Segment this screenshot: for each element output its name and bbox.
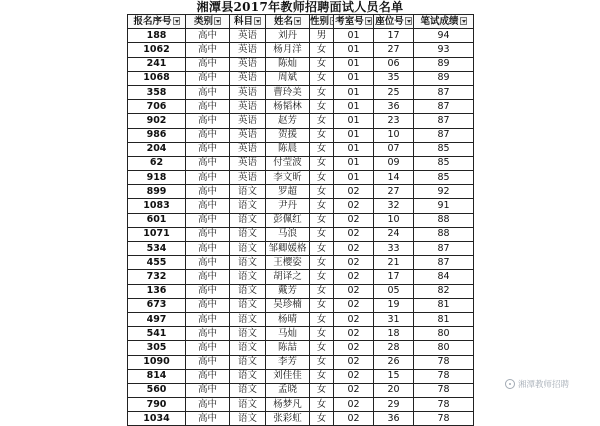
cell-name: 贺援 — [266, 128, 310, 142]
column-header-room-no[interactable] — [334, 15, 374, 29]
cell-serial-no: 673 — [128, 298, 186, 312]
filter-dropdown-icon[interactable] — [405, 17, 412, 25]
column-header-gender[interactable] — [310, 15, 334, 29]
cell-serial-no: 62 — [128, 156, 186, 170]
cell-seat-no: 32 — [374, 199, 414, 213]
cell-category: 高中 — [186, 57, 230, 71]
cell-gender: 女 — [310, 43, 334, 57]
cell-subject: 语文 — [230, 355, 266, 369]
cell-category: 高中 — [186, 114, 230, 128]
cell-serial-no: 560 — [128, 383, 186, 397]
cell-category: 高中 — [186, 298, 230, 312]
cell-room-no: 02 — [334, 256, 374, 270]
cell-name: 彭佩红 — [266, 213, 310, 227]
cell-seat-no: 21 — [374, 256, 414, 270]
cell-written-score: 78 — [414, 355, 474, 369]
cell-gender: 女 — [310, 242, 334, 256]
cell-written-score: 85 — [414, 142, 474, 156]
cell-gender: 女 — [310, 284, 334, 298]
cell-serial-no: 1062 — [128, 43, 186, 57]
cell-room-no: 01 — [334, 85, 374, 99]
cell-serial-no: 986 — [128, 128, 186, 142]
cell-seat-no: 27 — [374, 185, 414, 199]
cell-category: 高中 — [186, 85, 230, 99]
filter-dropdown-icon[interactable] — [460, 17, 467, 25]
table-row[interactable] — [128, 185, 474, 199]
cell-serial-no: 136 — [128, 284, 186, 298]
cell-room-no: 02 — [334, 199, 374, 213]
cell-name: 王樱姿 — [266, 256, 310, 270]
sheet-title: 湘潭县2017年教师招聘面试人员名单 — [196, 0, 404, 14]
cell-seat-no: 28 — [374, 341, 414, 355]
cell-gender: 女 — [310, 412, 334, 426]
cell-seat-no: 26 — [374, 355, 414, 369]
cell-serial-no: 814 — [128, 369, 186, 383]
cell-seat-no: 10 — [374, 128, 414, 142]
cell-subject: 语文 — [230, 227, 266, 241]
table-row[interactable] — [128, 298, 474, 312]
table-row[interactable] — [128, 312, 474, 326]
cell-gender: 女 — [310, 369, 334, 383]
column-header-label: 姓名 — [273, 15, 293, 27]
cell-serial-no: 601 — [128, 213, 186, 227]
cell-gender: 女 — [310, 312, 334, 326]
cell-gender: 女 — [310, 270, 334, 284]
cell-written-score: 89 — [414, 57, 474, 71]
cell-subject: 语文 — [230, 298, 266, 312]
cell-seat-no: 05 — [374, 284, 414, 298]
cell-category: 高中 — [186, 242, 230, 256]
cell-gender: 女 — [310, 100, 334, 114]
cell-category: 高中 — [186, 383, 230, 397]
cell-room-no: 02 — [334, 213, 374, 227]
cell-name: 邹卿媛格 — [266, 242, 310, 256]
cell-gender: 女 — [310, 298, 334, 312]
spreadsheet-sheet — [127, 0, 473, 424]
cell-serial-no: 1071 — [128, 227, 186, 241]
column-header-seat-no[interactable] — [374, 15, 414, 29]
cell-seat-no: 07 — [374, 142, 414, 156]
cell-category: 高中 — [186, 270, 230, 284]
table-row[interactable] — [128, 369, 474, 383]
cell-name: 罗超 — [266, 185, 310, 199]
cell-serial-no: 732 — [128, 270, 186, 284]
cell-room-no: 02 — [334, 383, 374, 397]
cell-seat-no: 36 — [374, 100, 414, 114]
cell-room-no: 01 — [334, 100, 374, 114]
cell-subject: 英语 — [230, 43, 266, 57]
cell-subject: 英语 — [230, 85, 266, 99]
cell-seat-no: 24 — [374, 227, 414, 241]
filter-dropdown-icon[interactable] — [294, 17, 301, 25]
cell-gender: 女 — [310, 398, 334, 412]
cell-serial-no: 305 — [128, 341, 186, 355]
cell-written-score: 87 — [414, 114, 474, 128]
cell-written-score: 82 — [414, 284, 474, 298]
cell-name: 尹丹 — [266, 199, 310, 213]
cell-room-no: 01 — [334, 171, 374, 185]
column-header-label: 报名序号 — [133, 15, 172, 27]
cell-category: 高中 — [186, 185, 230, 199]
cell-gender: 女 — [310, 327, 334, 341]
cell-subject: 语文 — [230, 256, 266, 270]
cell-serial-no: 1090 — [128, 355, 186, 369]
cell-category: 高中 — [186, 199, 230, 213]
cell-subject: 语文 — [230, 398, 266, 412]
cell-subject: 语文 — [230, 383, 266, 397]
cell-category: 高中 — [186, 312, 230, 326]
table-row[interactable] — [128, 71, 474, 85]
cell-room-no: 01 — [334, 156, 374, 170]
table-row[interactable] — [128, 242, 474, 256]
column-header-label: 类别 — [193, 15, 213, 27]
cell-name: 杨晴 — [266, 312, 310, 326]
table-row[interactable] — [128, 270, 474, 284]
filter-dropdown-icon[interactable] — [214, 17, 221, 25]
cell-written-score: 81 — [414, 312, 474, 326]
cell-serial-no: 534 — [128, 242, 186, 256]
cell-written-score: 78 — [414, 398, 474, 412]
cell-gender: 女 — [310, 355, 334, 369]
cell-subject: 语文 — [230, 369, 266, 383]
cell-serial-no: 899 — [128, 185, 186, 199]
cell-written-score: 84 — [414, 270, 474, 284]
cell-gender: 女 — [310, 383, 334, 397]
cell-written-score: 78 — [414, 383, 474, 397]
cell-seat-no: 23 — [374, 114, 414, 128]
cell-written-score: 78 — [414, 412, 474, 426]
cell-subject: 语文 — [230, 327, 266, 341]
cell-serial-no: 706 — [128, 100, 186, 114]
cell-written-score: 88 — [414, 227, 474, 241]
cell-gender: 女 — [310, 213, 334, 227]
cell-category: 高中 — [186, 171, 230, 185]
cell-seat-no: 31 — [374, 312, 414, 326]
cell-gender: 男 — [310, 29, 334, 43]
cell-room-no: 01 — [334, 71, 374, 85]
column-header-label: 笔试成绩 — [420, 15, 459, 27]
cell-name: 付莹波 — [266, 156, 310, 170]
cell-subject: 英语 — [230, 156, 266, 170]
cell-seat-no: 17 — [374, 270, 414, 284]
cell-written-score: 94 — [414, 29, 474, 43]
cell-room-no: 01 — [334, 29, 374, 43]
cell-name: 刘丹 — [266, 29, 310, 43]
table-row[interactable] — [128, 355, 474, 369]
cell-subject: 语文 — [230, 213, 266, 227]
table-row[interactable] — [128, 114, 474, 128]
cell-seat-no: 17 — [374, 29, 414, 43]
cell-name: 马灿 — [266, 327, 310, 341]
cell-subject: 语文 — [230, 270, 266, 284]
cell-name: 刘佳佳 — [266, 369, 310, 383]
cell-name: 陈喆 — [266, 341, 310, 355]
cell-name: 胡译之 — [266, 270, 310, 284]
table-row[interactable] — [128, 412, 474, 426]
cell-category: 高中 — [186, 327, 230, 341]
cell-seat-no: 33 — [374, 242, 414, 256]
cell-subject: 语文 — [230, 242, 266, 256]
cell-gender: 女 — [310, 341, 334, 355]
filter-dropdown-icon[interactable] — [254, 17, 261, 25]
cell-room-no: 02 — [334, 355, 374, 369]
cell-written-score: 87 — [414, 242, 474, 256]
cell-name: 曹玲美 — [266, 85, 310, 99]
cell-category: 高中 — [186, 156, 230, 170]
cell-written-score: 78 — [414, 369, 474, 383]
cell-category: 高中 — [186, 341, 230, 355]
table-row[interactable] — [128, 383, 474, 397]
cell-seat-no: 36 — [374, 412, 414, 426]
cell-gender: 女 — [310, 227, 334, 241]
cell-category: 高中 — [186, 213, 230, 227]
cell-written-score: 91 — [414, 199, 474, 213]
column-header-label: 考室号 — [335, 15, 364, 27]
column-header-subject[interactable] — [230, 15, 266, 29]
header-row — [128, 15, 474, 29]
table-row[interactable] — [128, 43, 474, 57]
cell-gender: 女 — [310, 85, 334, 99]
table-row[interactable] — [128, 100, 474, 114]
cell-gender: 女 — [310, 142, 334, 156]
table-row[interactable] — [128, 256, 474, 270]
cell-name: 杨韬林 — [266, 100, 310, 114]
table-row[interactable] — [128, 57, 474, 71]
cell-seat-no: 15 — [374, 369, 414, 383]
cell-subject: 语文 — [230, 284, 266, 298]
cell-serial-no: 497 — [128, 312, 186, 326]
cell-gender: 女 — [310, 57, 334, 71]
table-row[interactable] — [128, 199, 474, 213]
cell-serial-no: 204 — [128, 142, 186, 156]
cell-room-no: 01 — [334, 114, 374, 128]
cell-seat-no: 27 — [374, 43, 414, 57]
cell-serial-no: 918 — [128, 171, 186, 185]
cell-room-no: 02 — [334, 398, 374, 412]
table-row[interactable] — [128, 171, 474, 185]
cell-gender: 女 — [310, 171, 334, 185]
cell-written-score: 85 — [414, 171, 474, 185]
column-header-serial-no[interactable] — [128, 15, 186, 29]
cell-room-no: 02 — [334, 412, 374, 426]
cell-category: 高中 — [186, 142, 230, 156]
cell-name: 杨月洋 — [266, 43, 310, 57]
cell-category: 高中 — [186, 128, 230, 142]
cell-gender: 女 — [310, 185, 334, 199]
candidate-table — [127, 14, 474, 426]
cell-subject: 英语 — [230, 57, 266, 71]
cell-written-score: 85 — [414, 156, 474, 170]
cell-name: 戴芳 — [266, 284, 310, 298]
column-header-written-score[interactable] — [414, 15, 474, 29]
cell-seat-no: 19 — [374, 298, 414, 312]
cell-room-no: 01 — [334, 43, 374, 57]
cell-written-score: 87 — [414, 256, 474, 270]
cell-subject: 英语 — [230, 114, 266, 128]
cell-name: 李芳 — [266, 355, 310, 369]
table-row[interactable] — [128, 156, 474, 170]
wechat-logo-icon — [505, 379, 515, 389]
cell-seat-no: 10 — [374, 213, 414, 227]
table-row[interactable] — [128, 327, 474, 341]
cell-written-score: 87 — [414, 128, 474, 142]
column-header-label: 性别 — [310, 15, 330, 27]
cell-name: 孟晓 — [266, 383, 310, 397]
cell-serial-no: 1068 — [128, 71, 186, 85]
table-row[interactable] — [128, 284, 474, 298]
cell-seat-no: 09 — [374, 156, 414, 170]
cell-category: 高中 — [186, 227, 230, 241]
cell-gender: 女 — [310, 128, 334, 142]
cell-written-score: 87 — [414, 100, 474, 114]
filter-dropdown-icon[interactable] — [173, 17, 180, 25]
cell-written-score: 89 — [414, 71, 474, 85]
cell-serial-no: 358 — [128, 85, 186, 99]
cell-category: 高中 — [186, 29, 230, 43]
cell-category: 高中 — [186, 412, 230, 426]
cell-name: 陈灿 — [266, 57, 310, 71]
cell-written-score: 92 — [414, 185, 474, 199]
cell-serial-no: 1083 — [128, 199, 186, 213]
cell-room-no: 01 — [334, 57, 374, 71]
cell-category: 高中 — [186, 369, 230, 383]
cell-written-score: 87 — [414, 85, 474, 99]
cell-seat-no: 29 — [374, 398, 414, 412]
column-header-name[interactable] — [266, 15, 310, 29]
watermark — [505, 378, 569, 390]
cell-room-no: 02 — [334, 327, 374, 341]
cell-name: 陈晨 — [266, 142, 310, 156]
cell-name: 马浪 — [266, 227, 310, 241]
cell-seat-no: 35 — [374, 71, 414, 85]
cell-gender: 女 — [310, 256, 334, 270]
cell-serial-no: 1034 — [128, 412, 186, 426]
table-body — [128, 29, 474, 426]
cell-room-no: 02 — [334, 298, 374, 312]
cell-category: 高中 — [186, 355, 230, 369]
cell-subject: 语文 — [230, 312, 266, 326]
table-row[interactable] — [128, 341, 474, 355]
cell-seat-no: 25 — [374, 85, 414, 99]
cell-category: 高中 — [186, 71, 230, 85]
column-header-label: 座位号 — [375, 15, 404, 27]
watermark-text: 湘潭教师招聘 — [518, 380, 570, 390]
cell-gender: 女 — [310, 199, 334, 213]
column-header-category[interactable] — [186, 15, 230, 29]
cell-gender: 女 — [310, 114, 334, 128]
cell-subject: 英语 — [230, 71, 266, 85]
cell-name: 周斌 — [266, 71, 310, 85]
cell-serial-no: 790 — [128, 398, 186, 412]
cell-room-no: 02 — [334, 270, 374, 284]
table-row[interactable] — [128, 142, 474, 156]
cell-room-no: 02 — [334, 242, 374, 256]
table-row[interactable] — [128, 227, 474, 241]
cell-serial-no: 188 — [128, 29, 186, 43]
cell-room-no: 02 — [334, 227, 374, 241]
cell-subject: 英语 — [230, 128, 266, 142]
cell-subject: 语文 — [230, 341, 266, 355]
cell-serial-no: 541 — [128, 327, 186, 341]
cell-subject: 语文 — [230, 199, 266, 213]
cell-seat-no: 14 — [374, 171, 414, 185]
cell-name: 吴珍楠 — [266, 298, 310, 312]
cell-room-no: 02 — [334, 284, 374, 298]
cell-gender: 女 — [310, 71, 334, 85]
cell-seat-no: 06 — [374, 57, 414, 71]
cell-room-no: 02 — [334, 369, 374, 383]
cell-seat-no: 18 — [374, 327, 414, 341]
cell-subject: 英语 — [230, 142, 266, 156]
cell-serial-no: 455 — [128, 256, 186, 270]
cell-subject: 英语 — [230, 171, 266, 185]
cell-subject: 语文 — [230, 412, 266, 426]
cell-subject: 英语 — [230, 100, 266, 114]
cell-serial-no: 241 — [128, 57, 186, 71]
cell-category: 高中 — [186, 43, 230, 57]
cell-room-no: 02 — [334, 312, 374, 326]
table-row[interactable] — [128, 128, 474, 142]
cell-subject: 英语 — [230, 29, 266, 43]
cell-written-score: 93 — [414, 43, 474, 57]
cell-room-no: 01 — [334, 128, 374, 142]
cell-name: 张彩虹 — [266, 412, 310, 426]
cell-gender: 女 — [310, 156, 334, 170]
cell-name: 李文昕 — [266, 171, 310, 185]
cell-room-no: 02 — [334, 185, 374, 199]
cell-written-score: 88 — [414, 213, 474, 227]
cell-category: 高中 — [186, 398, 230, 412]
cell-written-score: 80 — [414, 341, 474, 355]
cell-serial-no: 902 — [128, 114, 186, 128]
table-row[interactable] — [128, 85, 474, 99]
cell-room-no: 01 — [334, 142, 374, 156]
filter-dropdown-icon[interactable] — [365, 17, 372, 25]
cell-category: 高中 — [186, 100, 230, 114]
cell-name: 赵芳 — [266, 114, 310, 128]
cell-name: 杨梦凡 — [266, 398, 310, 412]
table-row[interactable] — [128, 213, 474, 227]
cell-room-no: 02 — [334, 341, 374, 355]
cell-written-score: 81 — [414, 298, 474, 312]
table-row[interactable] — [128, 29, 474, 43]
cell-category: 高中 — [186, 284, 230, 298]
cell-written-score: 80 — [414, 327, 474, 341]
cell-category: 高中 — [186, 256, 230, 270]
cell-subject: 语文 — [230, 185, 266, 199]
column-header-label: 科目 — [233, 15, 253, 27]
cell-seat-no: 20 — [374, 383, 414, 397]
